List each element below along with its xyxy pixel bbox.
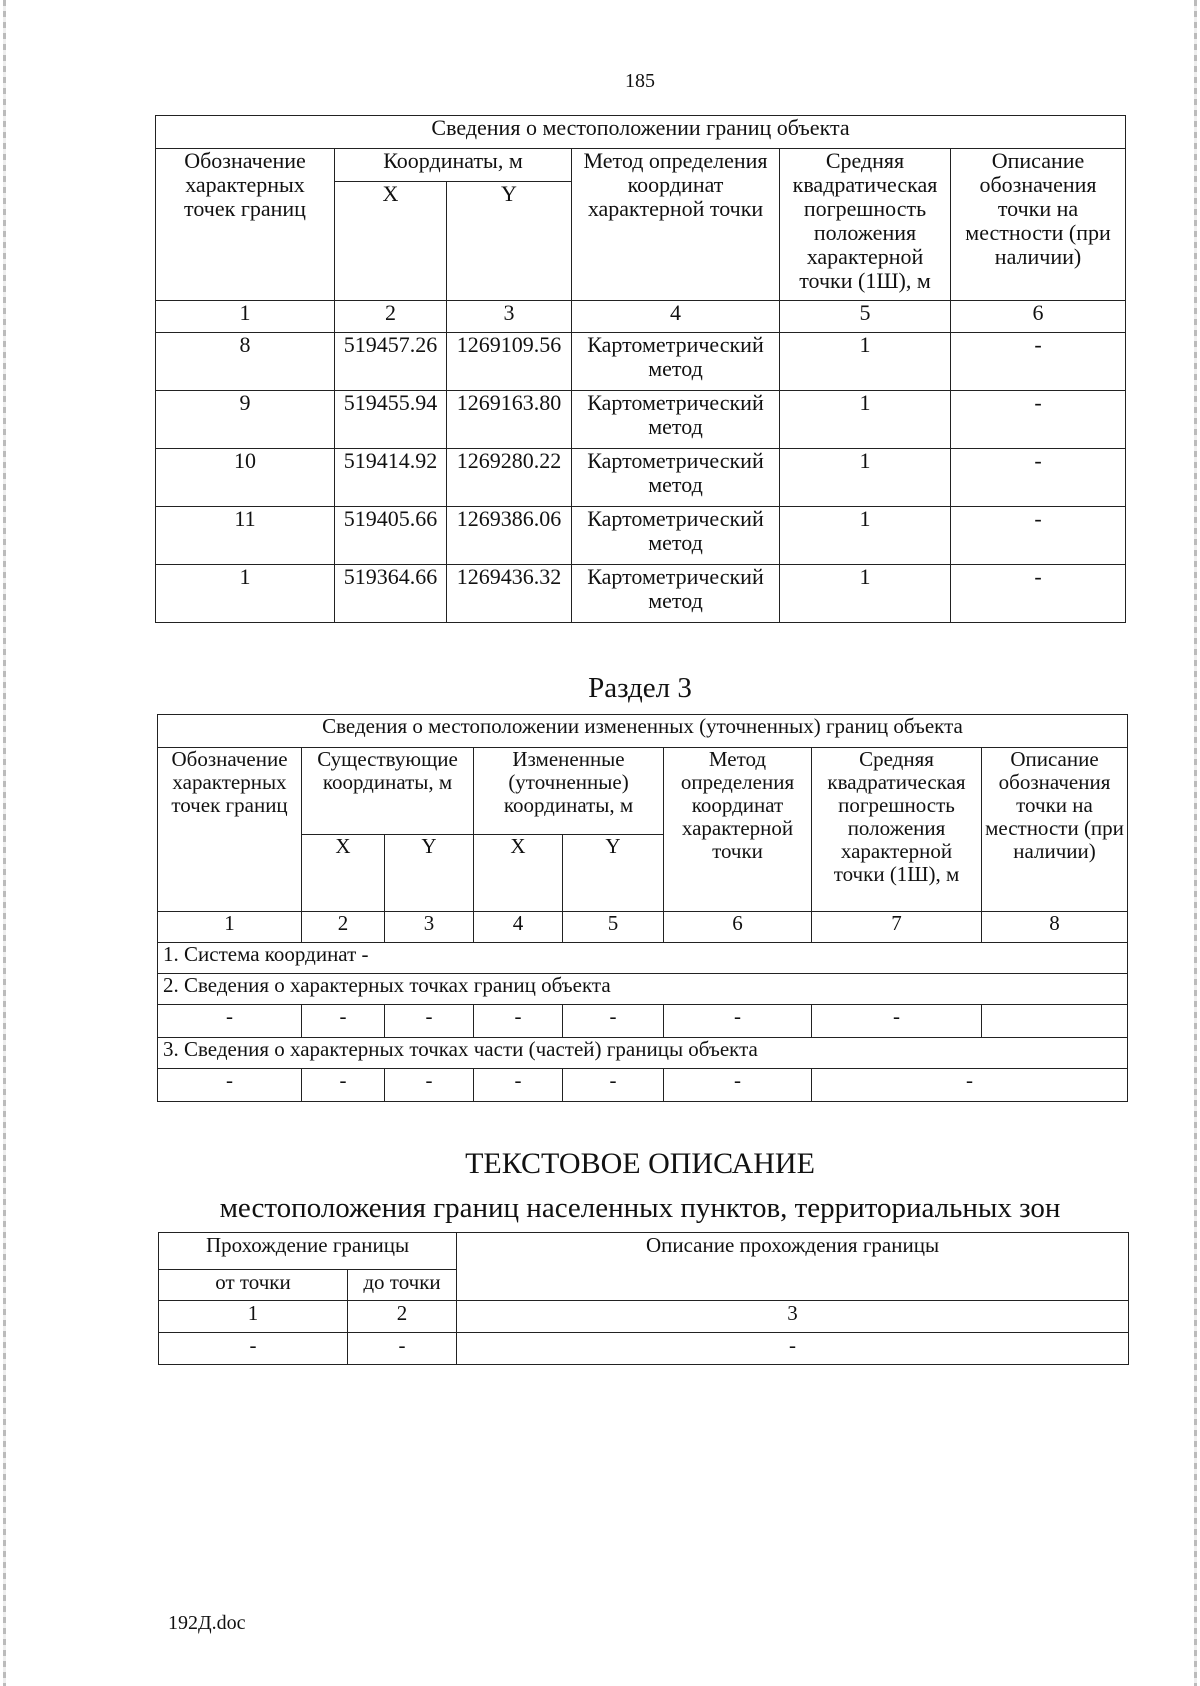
y-cell: 1269436.32 xyxy=(447,565,572,623)
dash-cell: - xyxy=(159,1333,348,1365)
dash-cell: - xyxy=(302,1069,385,1102)
table2-header-x1: X xyxy=(302,835,385,912)
table2-colnum: 2 xyxy=(302,912,385,943)
table3-colnum: 1 xyxy=(159,1301,348,1333)
table2-title: Сведения о местоположении измененных (уточненных) границ объекта xyxy=(158,715,1128,748)
error-cell: 1 xyxy=(780,565,951,623)
text-description-subtitle: местоположения границ населенных пунктов, территориальных зон xyxy=(219,1192,1061,1224)
table2-colnum: 1 xyxy=(158,912,302,943)
table1-colnum: 5 xyxy=(780,301,951,333)
error-cell: 1 xyxy=(780,507,951,565)
table-row xyxy=(159,1333,1129,1365)
dash-cell: - xyxy=(664,1069,812,1102)
table2-colnum: 6 xyxy=(664,912,812,943)
description-cell: - xyxy=(951,507,1126,565)
dash-cell: - xyxy=(158,1005,302,1038)
footer-filename: 192Д.doc xyxy=(168,1612,246,1634)
method-cell: Картометрический метод xyxy=(572,449,780,507)
dash-cell: - xyxy=(563,1005,664,1038)
method-cell: Картометрический метод xyxy=(572,565,780,623)
point-cell: 10 xyxy=(156,449,335,507)
table2-header-changed: Измененные (уточненные) координаты, м xyxy=(474,748,664,835)
x-cell: 519457.26 xyxy=(335,333,447,391)
table2-colnum: 8 xyxy=(982,912,1128,943)
table1-header-point: Обозначение характерных точек границ xyxy=(156,149,335,301)
table3-header-description: Описание прохождения границы xyxy=(457,1233,1129,1301)
method-cell: Картометрический метод xyxy=(572,333,780,391)
dash-cell: - xyxy=(348,1333,457,1365)
parts-info-row: 3. Сведения о характерных точках части (частей) границы объекта xyxy=(158,1038,1128,1069)
table1-colnum: 1 xyxy=(156,301,335,333)
error-cell: 1 xyxy=(780,333,951,391)
y-cell: 1269109.56 xyxy=(447,333,572,391)
point-cell: 1 xyxy=(156,565,335,623)
y-cell: 1269386.06 xyxy=(447,507,572,565)
dash-cell: - xyxy=(385,1005,474,1038)
table2-header-method: Метод определения координат характерной точки xyxy=(664,748,812,912)
table1-header-description: Описание обозначения точки на местности (при наличии) xyxy=(951,149,1126,301)
dash-cell: - xyxy=(812,1005,982,1038)
table1-colnum: 3 xyxy=(447,301,572,333)
x-cell: 519455.94 xyxy=(335,391,447,449)
dash-cell: - xyxy=(385,1069,474,1102)
scan-edge-right xyxy=(1194,0,1197,1686)
description-cell: - xyxy=(951,333,1126,391)
boundary-passage-table xyxy=(158,1232,1129,1365)
points-info-row: 2. Сведения о характерных точках границ объекта xyxy=(158,974,1128,1005)
dash-cell: - xyxy=(474,1005,563,1038)
x-cell: 519405.66 xyxy=(335,507,447,565)
table1-header-x: X xyxy=(335,182,447,301)
table3-colnum: 2 xyxy=(348,1301,457,1333)
table-row xyxy=(158,1005,1128,1038)
page-number: 185 xyxy=(625,70,655,92)
x-cell: 519364.66 xyxy=(335,565,447,623)
table1-header-y: Y xyxy=(447,182,572,301)
description-cell: - xyxy=(951,449,1126,507)
table1-colnum: 4 xyxy=(572,301,780,333)
scan-edge-left xyxy=(3,0,6,1686)
table2-header-description: Описание обозначения точки на местности (при наличии) xyxy=(982,748,1128,912)
dash-cell: - xyxy=(457,1333,1129,1365)
table3-colnum: 3 xyxy=(457,1301,1129,1333)
y-cell: 1269163.80 xyxy=(447,391,572,449)
table2-header-point: Обозначение характерных точек границ xyxy=(158,748,302,912)
empty-cell xyxy=(982,1005,1128,1038)
dash-cell: - xyxy=(158,1069,302,1102)
point-cell: 8 xyxy=(156,333,335,391)
table2-colnum: 4 xyxy=(474,912,563,943)
table1-title: Сведения о местоположении границ объекта xyxy=(156,116,1126,149)
dash-cell: - xyxy=(812,1069,1128,1102)
table1-colnum: 2 xyxy=(335,301,447,333)
table-row xyxy=(156,391,1126,449)
text-description-title: ТЕКСТОВОЕ ОПИСАНИЕ xyxy=(465,1147,815,1180)
table-row xyxy=(156,449,1126,507)
changed-boundary-table xyxy=(157,714,1128,1102)
table-row xyxy=(158,1069,1128,1102)
table3-header-passage: Прохождение границы xyxy=(159,1233,457,1270)
boundary-location-table xyxy=(155,115,1126,623)
table-row xyxy=(156,507,1126,565)
dash-cell: - xyxy=(302,1005,385,1038)
coord-system-row: 1. Система координат - xyxy=(158,943,1128,974)
table-row xyxy=(156,333,1126,391)
x-cell: 519414.92 xyxy=(335,449,447,507)
table2-header-existing: Существующие координаты, м xyxy=(302,748,474,835)
description-cell: - xyxy=(951,391,1126,449)
table1-header-error: Средняя квадратическая погрешность положения характерной точки (1Ш), м xyxy=(780,149,951,301)
table2-header-y2: Y xyxy=(563,835,664,912)
table2-header-error: Средняя квадратическая погрешность положения характерной точки (1Ш), м xyxy=(812,748,982,912)
table1-colnum: 6 xyxy=(951,301,1126,333)
table1-header-method: Метод определения координат характерной точки xyxy=(572,149,780,301)
table2-header-y1: Y xyxy=(385,835,474,912)
table3-header-to: до точки xyxy=(348,1270,457,1301)
table3-header-from: от точки xyxy=(159,1270,348,1301)
point-cell: 9 xyxy=(156,391,335,449)
point-cell: 11 xyxy=(156,507,335,565)
dash-cell: - xyxy=(563,1069,664,1102)
table2-colnum: 7 xyxy=(812,912,982,943)
table-row xyxy=(156,565,1126,623)
dash-cell: - xyxy=(664,1005,812,1038)
error-cell: 1 xyxy=(780,391,951,449)
description-cell: - xyxy=(951,565,1126,623)
method-cell: Картометрический метод xyxy=(572,507,780,565)
y-cell: 1269280.22 xyxy=(447,449,572,507)
table1-header-coords: Координаты, м xyxy=(335,149,572,182)
dash-cell: - xyxy=(474,1069,563,1102)
table2-colnum: 5 xyxy=(563,912,664,943)
section-heading: Раздел 3 xyxy=(588,672,692,704)
error-cell: 1 xyxy=(780,449,951,507)
method-cell: Картометрический метод xyxy=(572,391,780,449)
table2-header-x2: X xyxy=(474,835,563,912)
table2-colnum: 3 xyxy=(385,912,474,943)
